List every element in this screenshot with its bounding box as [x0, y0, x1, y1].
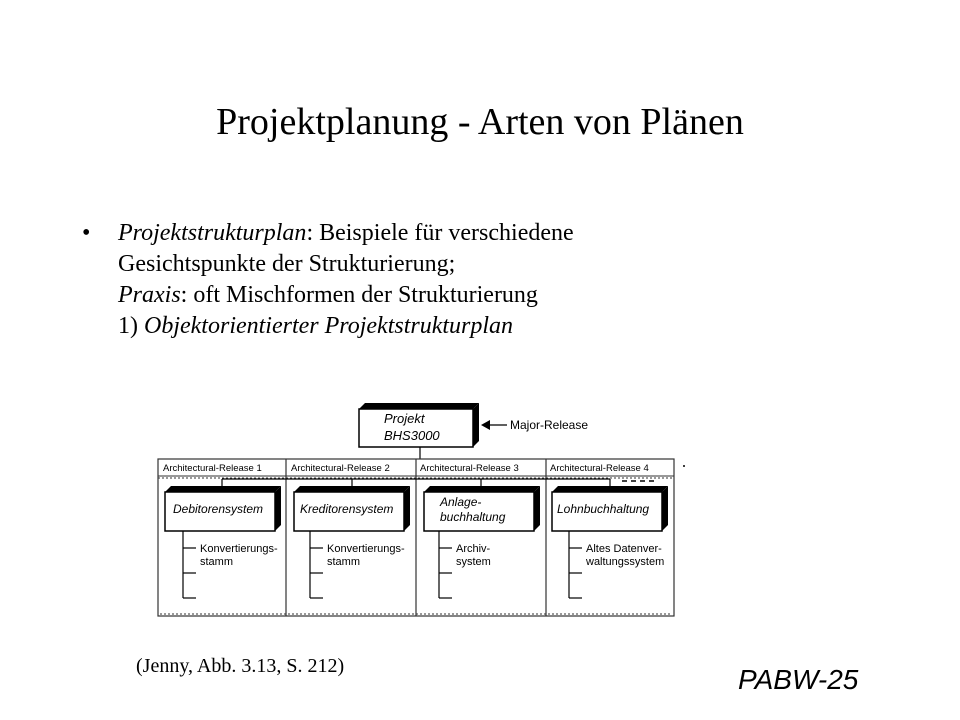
term-projektstrukturplan: Projektstrukturplan	[118, 220, 307, 246]
release-1-sub-line-2: stamm	[200, 556, 233, 568]
root-node-line-1: Projekt	[384, 411, 425, 426]
major-release-label: Major-Release	[510, 418, 589, 432]
release-3-sub-line-2: system	[456, 556, 491, 568]
bullet-line-4-number: 1)	[118, 313, 144, 339]
root-node-line-2: BHS3000	[384, 428, 440, 443]
release-3-header: Architectural-Release 3	[420, 463, 519, 474]
release-2-sub-line-2: stamm	[327, 556, 360, 568]
release-4-header: Architectural-Release 4	[550, 463, 649, 474]
continuation-dot	[683, 465, 685, 467]
bullet-line-3-rest: : oft Mischformen der Strukturierung	[180, 282, 538, 308]
bullet-line-1-rest: : Beispiele für verschiedene	[306, 220, 574, 246]
release-column-4	[550, 463, 668, 598]
release-3-sub-line-1: Archiv-	[456, 543, 491, 555]
release-2-sub-line-1: Konvertierungs-	[327, 543, 405, 555]
release-4-sub-line-2: waltungssystem	[586, 556, 665, 568]
figure-caption: (Jenny, Abb. 3.13, S. 212)	[136, 655, 345, 677]
release-3-box-line-2: buchhaltung	[440, 510, 506, 524]
release-4-sub-line-1: Altes Datenver-	[586, 543, 662, 555]
release-column-1	[163, 463, 281, 598]
slide-title: Projektplanung - Arten von Plänen	[216, 101, 744, 143]
slide-number: PABW-25	[738, 664, 859, 695]
release-2-header: Architectural-Release 2	[291, 463, 390, 474]
bullet-line-2: Gesichtspunkte der Strukturierung;	[118, 251, 456, 277]
release-2-box-label: Kreditorensystem	[300, 502, 394, 516]
release-1-sub-line-1: Konvertierungs-	[200, 543, 278, 555]
release-4-box-label: Lohnbuchhaltung	[557, 502, 650, 516]
bullet-dot: •	[82, 220, 91, 246]
release-1-header: Architectural-Release 1	[163, 463, 262, 474]
release-column-2	[291, 463, 410, 598]
root-node	[359, 403, 479, 447]
release-3-box-line-1: Anlage-	[440, 495, 482, 509]
term-praxis: Praxis	[118, 282, 181, 308]
major-release-annotation	[481, 418, 588, 432]
term-objektorientiert: Objektorientierter Projektstrukturplan	[144, 313, 514, 339]
release-1-box-label: Debitorensystem	[173, 502, 264, 516]
release-column-3	[420, 463, 540, 598]
